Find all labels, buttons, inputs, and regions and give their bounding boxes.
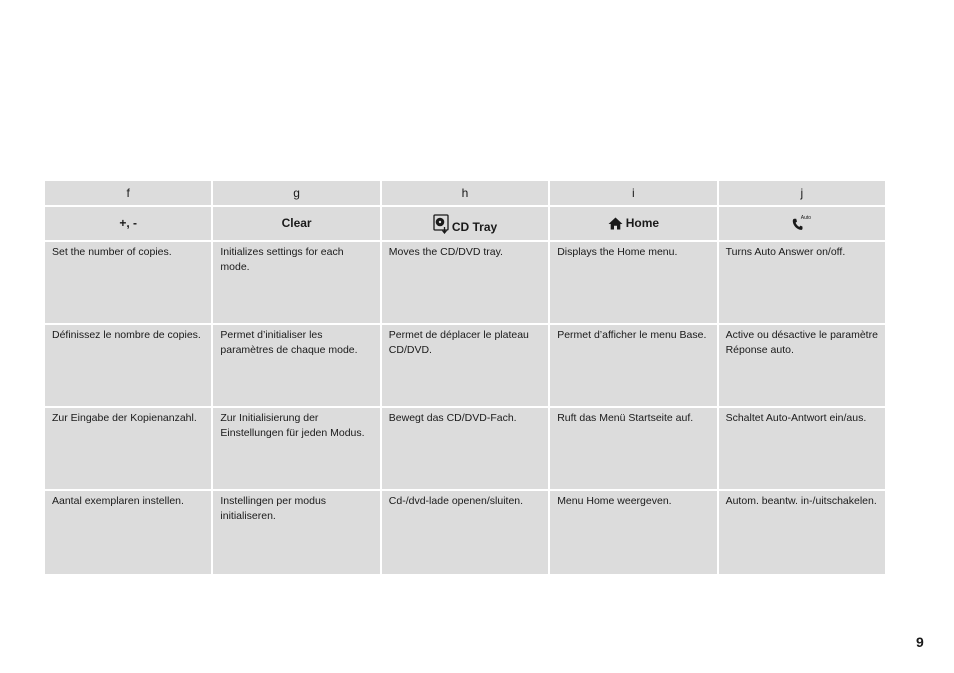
desc-de-g: Zur Initialisierung der Einstellungen für jeden Modus. — [213, 408, 379, 489]
desc-nl-i: Menu Home weergeven. — [550, 491, 716, 574]
header-plus-minus — [45, 207, 211, 240]
column-letter-f: f — [45, 181, 211, 205]
column-letter-j: j — [719, 181, 885, 205]
desc-de-h: Bewegt das CD/DVD-Fach. — [382, 408, 548, 489]
header-auto-answer — [719, 207, 885, 240]
header-clear-label: Clear — [281, 216, 312, 231]
header-home — [550, 207, 716, 240]
auto-superscript: Auto — [800, 214, 812, 221]
desc-nl-h: Cd-/dvd-lade openen/sluiten. — [382, 491, 548, 574]
desc-en-h: Moves the CD/DVD tray. — [382, 242, 548, 323]
desc-nl-f: Aantal exemplaren instellen. — [45, 491, 211, 574]
column-letter-g: g — [213, 181, 379, 205]
desc-en-f: Set the number of copies. — [45, 242, 211, 323]
header-cd-tray-label: CD Tray — [451, 220, 498, 235]
header-plus-minus-label: +, - — [119, 216, 138, 231]
desc-fr-g: Permet d’initialiser les paramètres de chaque mode. — [213, 325, 379, 406]
desc-de-f: Zur Eingabe der Kopienanzahl. — [45, 408, 211, 489]
desc-en-g: Initializes settings for each mode. — [213, 242, 379, 323]
phone-auto-icon — [792, 214, 812, 231]
desc-nl-j: Autom. beantw. in-/uitschakelen. — [719, 491, 885, 574]
desc-fr-h: Permet de déplacer le plateau CD/DVD. — [382, 325, 548, 406]
header-cd-tray — [382, 207, 548, 240]
column-letter-i: i — [550, 181, 716, 205]
column-letter-h: h — [382, 181, 548, 205]
desc-de-i: Ruft das Menü Startseite auf. — [550, 408, 716, 489]
desc-fr-f: Définissez le nombre de copies. — [45, 325, 211, 406]
desc-nl-g: Instellingen per modus initialiseren. — [213, 491, 379, 574]
button-reference-table — [45, 181, 885, 574]
page-number: 9 — [916, 634, 924, 650]
home-icon — [608, 217, 623, 230]
cd-tray-icon — [433, 214, 449, 234]
desc-en-i: Displays the Home menu. — [550, 242, 716, 323]
desc-fr-j: Active ou désactive le paramètre Réponse auto. — [719, 325, 885, 406]
desc-de-j: Schaltet Auto-Antwort ein/aus. — [719, 408, 885, 489]
desc-fr-i: Permet d’afficher le menu Base. — [550, 325, 716, 406]
header-home-label: Home — [625, 216, 660, 231]
header-clear — [213, 207, 379, 240]
desc-en-j: Turns Auto Answer on/off. — [719, 242, 885, 323]
